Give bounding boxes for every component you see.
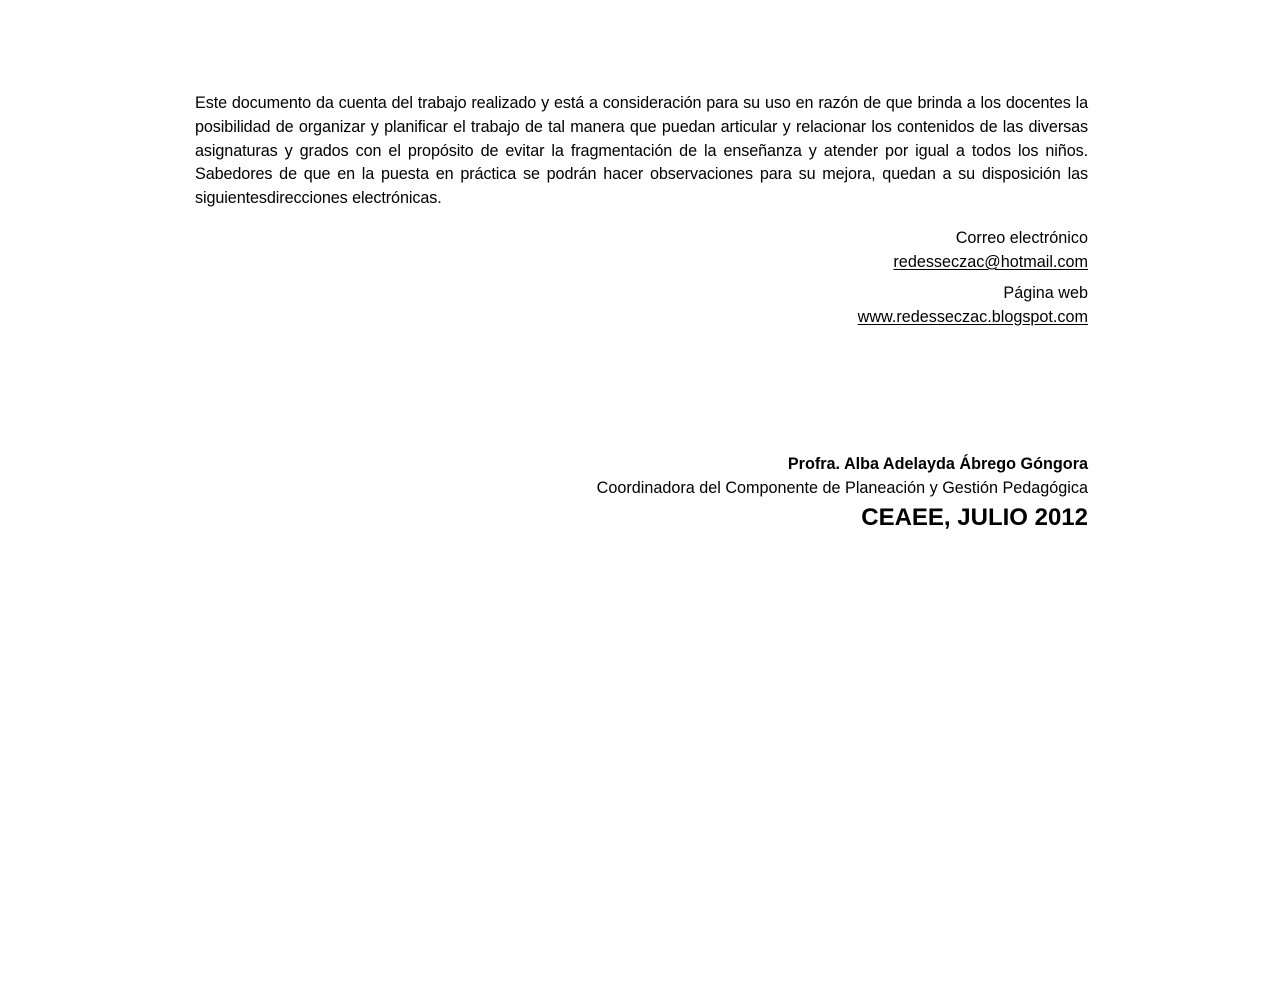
signature-date-line: CEAEE, JULIO 2012 <box>861 504 1088 532</box>
email-link[interactable]: redesseczac@hotmail.com <box>893 252 1088 271</box>
email-label: Correo electrónico <box>955 229 1088 247</box>
body-paragraph: Este documento da cuenta del trabajo realizado y está a consideración para su uso en razón de que brinda a los docentes la posibilidad de organizar y planificar el trabajo de tal manera que puedan articular y relacionar los contenidos de las diversas asignaturas y grados con el propósito de evitar la fragmentación de la enseñanza y atender por igual a todos los niños. Sabedores de que en la puesta en práctica se podrán hacer observaciones para su mejora, quedan a su disposición las siguientesdirecciones electrónicas. <box>195 94 1088 208</box>
web-contact-block <box>858 282 1088 329</box>
web-link[interactable]: www.redesseczac.blogspot.com <box>857 307 1088 326</box>
signature-role: Coordinadora del Componente de Planeación y Gestión Pedagógica <box>596 478 1088 497</box>
signature-name: Profra. Alba Adelayda Ábrego Góngora <box>787 455 1088 473</box>
web-label: Página web <box>1003 284 1088 302</box>
email-contact-block <box>893 227 1088 274</box>
signature-block <box>597 453 1088 535</box>
